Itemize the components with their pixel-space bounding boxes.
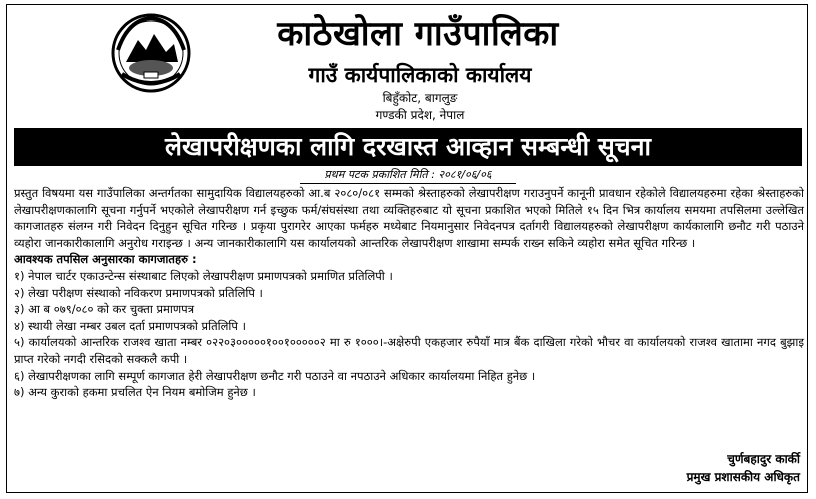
publication-date-text: प्रथम पटक प्रकाशित मिति : २०८१/०६/०६ — [324, 168, 492, 181]
list-item: ३) आ ब ०७९/०८० को कर चुक्ता प्रमाणपत्र — [14, 302, 195, 317]
signature-block — [687, 450, 800, 486]
office-subtitle: गाउँ कार्यपालिकाको कार्यालय — [308, 63, 532, 87]
notice-banner-title: लेखापरीक्षणका लागि दरखास्त आव्हान सम्बन्धी सूचना — [14, 128, 802, 166]
documents-list — [14, 268, 804, 401]
publication-date-underline — [300, 183, 516, 184]
list-item: १) नेपाल चार्टर एकाउन्टेन्स संस्थाबाट लिएको लेखापरीक्षण प्रमाणपत्रको प्रमाणित प्रतिलिपी । — [14, 268, 393, 283]
intro-paragraph: प्रस्तुत विषयमा यस गाउँपालिका अन्तर्गतका सामुदायिक विद्यालयहरुको आ.ब २०८०/०८१ सम्मको श्रेस्ताहरुको लेखापरीक्षण गराउनुपर्ने कानूनी प्रावधान रहेकोले विद्यालयहरुमा रहेका श्रेस्ताहरुको लेखापरीक्षणकालागि सूचना गर्नुपर्ने भएकोले लेखापरीक्षण गर्न इच्छुक फर्म/संघसंस्था तथा व्यक्तिहरुबाट यो सूचना प्रकाशित भएको मितिले १५ दिन भित्र कार्यालय समयमा तपसिलमा उल्लेखित कागजातहरु संलग्न गरी निवेदन दिनुहुन सूचित गरिन्छ । प्रकृया पुरागरेर आएका फर्महरु मध्येबाट नियमानुसार निवेदनपत्र दर्तागरी विद्यालयहरुको लेखापरीक्षण कार्यकालागि छनौट गरी पठाउने व्यहोरा जानकारीकालागि अनुरोध गराइन्छ । अन्य जानकारीकालागि यस कार्यालयको आन्तरिक लेखापरीक्षण शाखामा सम्पर्क राख्न सकिने व्यहोरा समेत सूचित गरिन्छ । — [14, 186, 804, 250]
list-item: ५) कार्यालयको आन्तरिक राजश्व खाता नम्बर ०२२०३०००००१००१०००००२ मा रु १०००।-अक्षेरुपी एकहजार रुपैयाँ मात्र बैंक दाखिला गरेको भौचर वा कार्यालयको राजश्व खातामा नगद बुझाइ प्राप्त गरेको नगदी रसिदको सक्कलै कपी । — [14, 335, 804, 366]
notice-body — [14, 185, 804, 401]
address-line-1: बिहुँकोट, बागलुङ — [382, 91, 458, 105]
documents-heading: आवश्यक तपसिल अनुसारका कागजातहरु : — [14, 252, 197, 267]
list-item: ७) अन्य कुराको हकमा प्रचलित ऐन नियम बमोजिम हुनेछ । — [14, 385, 256, 400]
publication-date — [300, 168, 516, 184]
list-item: ४) स्थायी लेखा नम्बर उबल दर्ता प्रमाणपत्रको प्रतिलिपि । — [14, 318, 246, 333]
list-item: २) लेखा परीक्षण संस्थाको नविकरण प्रमाणपत्रको प्रतिलिपि । — [14, 285, 263, 300]
government-emblem-logo — [108, 10, 194, 96]
signer-name: चुर्णबहादुर कार्की — [727, 452, 800, 466]
signer-designation: प्रमुख प्रशासकीय अधिकृत — [686, 470, 800, 484]
address-line-2: गण्डकी प्रदेश, नेपाल — [375, 108, 465, 122]
list-item: ६) लेखापरीक्षणका लागि सम्पूर्ण कागजात हेरी लेखापरीक्षण छनौट गरी पठाउने वा नपठाउने अधिकार कार्यालयमा निहित हुनेछ । — [14, 368, 536, 383]
municipality-title: काठेखोला गाउँपालिका — [277, 14, 559, 54]
